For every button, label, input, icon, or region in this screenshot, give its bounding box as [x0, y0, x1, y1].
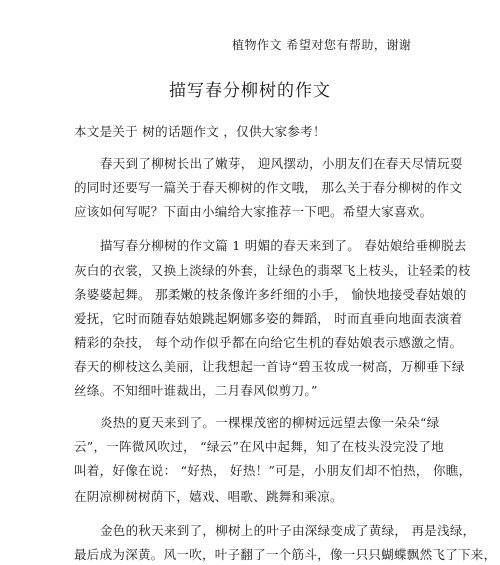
body-line: 云”，一阵微风吹过， “绿云”在风中起舞，知了在枝头没完没了地	[74, 439, 444, 454]
body-line: 爱抚，它时而随春姑娘跳起婀娜多姿的舞蹈， 时而直垂向地面表演着	[74, 311, 463, 326]
body-line: 应该如何写呢？下面由小编给大家推荐一下吧。希望大家喜欢。	[74, 204, 433, 219]
body-line: 最后成为深黄。风一吹，叶子翻了一个筋斗，像一只只蝴蝶飘然飞了下来，	[74, 547, 497, 562]
body-line: 精彩的杂技， 每个动作似乎都在向给它生机的春姑娘表示感激之情。	[74, 335, 463, 350]
body-line: 描写春分柳树的作文篇 1 明媚的春天来到了。 春姑娘给垂柳脱去	[100, 238, 467, 253]
page-title: 描写春分柳树的作文	[169, 81, 331, 101]
body-line: 丝绦。不知细叶谁裁出，二月春风似剪刀。”	[74, 383, 318, 398]
body-line: 春天的柳枝这么美丽，让我想起一首诗“碧玉妆成一树高，万柳垂下绿	[74, 359, 465, 374]
header-note: 植物作文 希望对您有帮助，谢谢	[232, 38, 412, 52]
body-line: 条婆婆起舞。 那柔嫩的枝条像许多纤细的小手， 愉快地接受春姑娘的	[74, 287, 467, 302]
body-line: 金色的秋天来到了，柳树上的叶子由深绿变成了黄绿， 再是浅绿，	[100, 523, 476, 538]
body-line: 灰白的衣裳，又换上淡绿的外套，让绿色的翡翠飞上枝头，让轻柔的枝	[74, 263, 471, 278]
body-line: 春天到了柳树长出了嫩芽， 迎风摆动，小朋友们在春天尽情玩耍	[100, 156, 463, 171]
body-line: 在阴凉柳树树荫下，嬉戏、唱歌、跳舞和乘凉。	[74, 489, 343, 504]
body-line: 炎热的夏天来到了。一棵棵茂密的柳树远远望去像一朵朵“绿	[100, 415, 440, 430]
body-line: 叫着，好像在说： “好热， 好热！”可是，小朋友们却不怕热， 你瞧，	[74, 463, 472, 478]
body-line: 的同时还要写一篇关于春天柳树的作文哦， 那么关于春分柳树的作文	[74, 180, 463, 195]
body-line: 本文是关于 树的话题作文 ，仅供大家参考！	[74, 124, 326, 139]
